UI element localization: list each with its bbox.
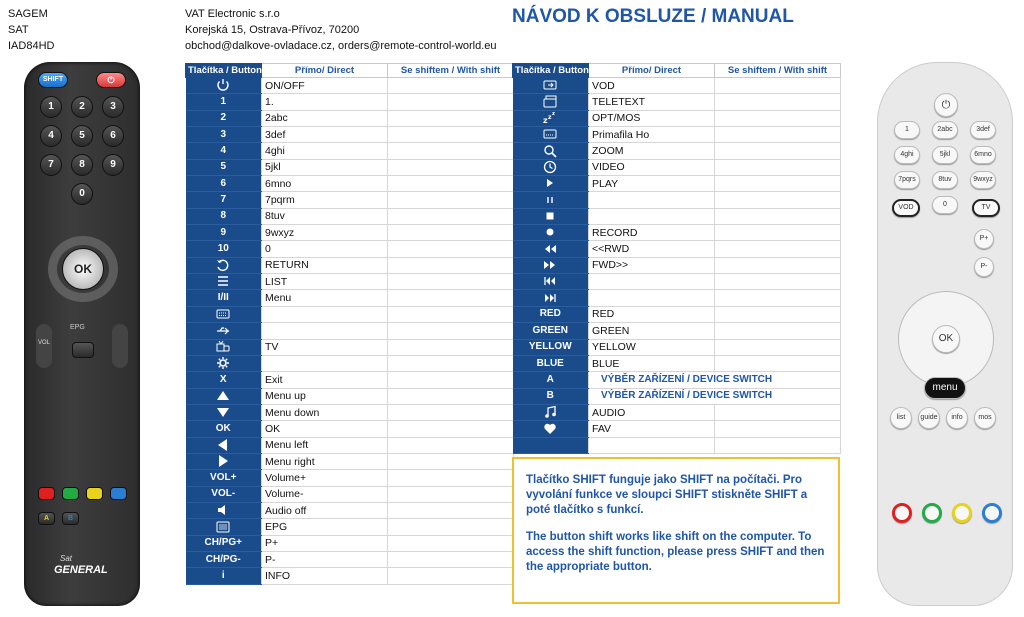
table-row [186,404,514,420]
table-row [513,94,841,110]
col-button: Tlačítka / Button [513,64,589,78]
tv-radio-icon [186,339,262,355]
button-label: 7 [186,192,262,208]
shift-function [388,486,514,502]
shift-function [388,208,514,224]
direct-function: 3def [262,127,388,143]
button-label: X [186,372,262,388]
table-row [513,192,841,208]
table-row [186,290,514,306]
button-label: RED [513,306,589,322]
button-label: 9 [186,225,262,241]
digit-8-button[interactable]: 9wxyz [970,171,996,189]
table-row [186,568,514,584]
shift-function [715,274,841,290]
shift-function [715,94,841,110]
button-label: 4 [186,143,262,159]
button-label: OK [186,421,262,437]
digit-7-button[interactable]: 8tuv [932,171,958,189]
direct-function: FWD>> [589,257,715,273]
digit-8-button[interactable]: 8 [71,154,93,176]
shift-function [715,339,841,355]
ok-button[interactable]: OK [62,248,104,290]
play-icon [513,176,589,192]
shift-function [388,241,514,257]
mos-button[interactable]: mos [974,407,996,429]
return-icon [186,257,262,273]
col-direct: Přímo/ Direct [589,64,715,78]
shift-function [715,225,841,241]
shift-function [715,306,841,322]
record-icon [513,225,589,241]
model: IAD84HD [8,40,55,52]
digit-3-button[interactable]: 4ghi [894,146,920,164]
forward-icon [513,257,589,273]
pminus-button[interactable]: P- [974,257,994,277]
direct-function [589,290,715,306]
button-label: CH/PG- [186,551,262,567]
company: VAT Electronic s.r.o [185,8,280,20]
digit-4-button[interactable]: 4 [40,125,62,147]
dpad-ring[interactable] [48,236,118,302]
direct-function: Volume+ [262,470,388,486]
digit-1-button[interactable]: 1 [40,96,62,118]
teletext-icon [513,94,589,110]
button-label: i [186,568,262,584]
direct-function [589,274,715,290]
digit-9-button[interactable]: 9 [102,154,124,176]
list-icon [186,274,262,290]
shift-function [388,159,514,175]
direct-function: P+ [262,535,388,551]
green-button[interactable] [922,503,942,523]
digit-2-button[interactable]: 3def [970,121,996,139]
direct-function: RECORD [589,225,715,241]
red-button[interactable] [892,503,912,523]
direct-function [262,355,388,371]
direct-function: TELETEXT [589,94,715,110]
shift-function [388,421,514,437]
shift-button[interactable]: SHIFT [38,72,68,88]
table-row [513,437,841,453]
shift-function [715,159,841,175]
logo-sub: Sat [60,554,73,563]
direct-function: <<RWD [589,241,715,257]
direct-function: 2abc [262,110,388,126]
b-button[interactable]: B [62,512,79,525]
direct-function: VOD [589,78,715,94]
direct-function: YELLOW [589,339,715,355]
info-button[interactable]: info [946,407,968,429]
direct-function: Menu down [262,404,388,420]
pause-icon [513,192,589,208]
direct-function: Audio off [262,502,388,518]
digit-7-button[interactable]: 7 [40,154,62,176]
button-label: 1 [186,94,262,110]
col-direct: Přímo/ Direct [262,64,388,78]
table-row [186,421,514,437]
svg-text:z: z [552,111,556,118]
shift-function [388,306,514,322]
direct-function: PLAY [589,176,715,192]
table-row [186,78,514,94]
direct-function: VÝBĚR ZAŘÍZENÍ / DEVICE SWITCH [589,388,841,404]
shift-function [715,404,841,420]
table-row [186,127,514,143]
table-row [513,257,841,273]
table-row [513,208,841,224]
table-row [513,323,841,339]
shift-function [715,192,841,208]
button-label: B [513,388,589,404]
left-icon [186,437,262,453]
usb-icon [186,323,262,339]
shift-function [388,143,514,159]
direct-function: Menu left [262,437,388,453]
blue-button[interactable] [982,503,1002,523]
down-icon [186,404,262,420]
table-row [186,176,514,192]
table-row [186,355,514,371]
brand: SAGEM [8,8,48,20]
direct-function: ON/OFF [262,78,388,94]
table-row [186,241,514,257]
table-row [513,274,841,290]
shift-function [715,110,841,126]
table-row [186,453,514,469]
table-row [186,110,514,126]
shift-function [715,78,841,94]
direct-function: LIST [262,274,388,290]
table-row [186,339,514,355]
gear-icon [186,355,262,371]
direct-function: Volume- [262,486,388,502]
shift-function [715,208,841,224]
button-label: CH/PG+ [186,535,262,551]
address: Korejská 15, Ostrava-Přívoz, 70200 [185,24,360,36]
shift-function [388,290,514,306]
direct-function: EPG [262,519,388,535]
digit-5-button[interactable]: 5 [71,125,93,147]
shift-function [388,453,514,469]
table-row [186,437,514,453]
direct-function: 0 [262,241,388,257]
direct-function: GREEN [589,323,715,339]
table-row [513,339,841,355]
table-row [513,388,841,404]
zoom-icon [513,143,589,159]
shift-function [715,127,841,143]
button-table-right [512,63,841,454]
shift-function [715,437,841,453]
shift-function [388,388,514,404]
shift-function [388,323,514,339]
green-button[interactable] [62,487,79,500]
direct-function: Menu right [262,453,388,469]
col-button: Tlačítka / Button [186,64,262,78]
table-row [513,421,841,437]
digit-2-button[interactable]: 2 [71,96,93,118]
digit-0-button[interactable]: 0 [71,183,93,205]
list-button[interactable]: list [890,407,912,429]
direct-function: VÝBĚR ZAŘÍZENÍ / DEVICE SWITCH [589,372,841,388]
table-row [186,470,514,486]
direct-function: BLUE [589,355,715,371]
direct-function: OK [262,421,388,437]
direct-function: 7pqrm [262,192,388,208]
direct-function: 9wxyz [262,225,388,241]
vod-button[interactable]: VOD [892,199,920,217]
table-row [186,94,514,110]
direct-function: 1. [262,94,388,110]
direct-function: FAV [589,421,715,437]
yellow-button[interactable] [952,503,972,523]
table-row [513,176,841,192]
note-en: The button shift works like shift on the computer. To access the shift function, please press SHIFT and then the appropriate button. [526,531,825,573]
table-row [186,159,514,175]
shift-function [388,274,514,290]
shift-function [388,437,514,453]
ok-button[interactable]: OK [932,325,960,353]
shift-function [388,127,514,143]
table-row [186,323,514,339]
table-row [513,110,841,126]
shift-function [388,339,514,355]
table-row [513,241,841,257]
direct-function: 6mno [262,176,388,192]
remote-right [877,62,1013,606]
direct-function: RETURN [262,257,388,273]
table-row [513,127,841,143]
digit-9-button[interactable]: 0 [932,196,958,214]
table-row [513,306,841,322]
table-row [513,290,841,306]
subtitle-icon [513,127,589,143]
table-row [186,208,514,224]
shift-function [388,502,514,518]
epg-icon [186,519,262,535]
direct-function [262,323,388,339]
direct-function: AUDIO [589,404,715,420]
table-row [186,225,514,241]
direct-function: RED [589,306,715,322]
shift-function [388,372,514,388]
direct-function: OPT/MOS [589,110,715,126]
button-label: GREEN [513,323,589,339]
direct-function: P- [262,551,388,567]
shift-function [715,421,841,437]
shift-function [388,551,514,567]
power-button[interactable]: ⏻ [934,93,958,117]
svg-text:z: z [543,116,548,126]
sleep-icon [513,110,589,126]
button-label: YELLOW [513,339,589,355]
vol-rocker[interactable]: VOL [36,324,52,368]
button-label: 5 [186,159,262,175]
shift-function [715,143,841,159]
direct-function: 4ghi [262,143,388,159]
shift-function [388,176,514,192]
direct-function: Menu [262,290,388,306]
table-row [186,192,514,208]
a-button[interactable]: A [38,512,55,525]
note-cz: Tlačítko SHIFT funguje jako SHIFT na počítači. Pro vyvolání funkce ve sloupci SHIFT stiskněte SHIFT a poté tlačítko s funkcí. [526,474,808,516]
col-shift: Se shiftem / With shift [388,64,514,78]
table-row [186,535,514,551]
svg-text:z: z [548,114,552,122]
button-label: 3 [186,127,262,143]
table-row [513,372,841,388]
shift-function [388,192,514,208]
shift-function [388,110,514,126]
table-row [186,143,514,159]
button-label [513,437,589,453]
table-row [513,143,841,159]
direct-function [589,208,715,224]
direct-function [589,192,715,208]
shift-note [512,457,840,604]
pplus-button[interactable]: P+ [974,229,994,249]
shift-function [388,470,514,486]
rewind-icon [513,241,589,257]
digit-6-button[interactable]: 7pqrs [894,171,920,189]
button-label: BLUE [513,355,589,371]
direct-function: Exit [262,372,388,388]
table-row [513,404,841,420]
tv-button[interactable]: TV [972,199,1000,217]
yellow-button[interactable] [86,487,103,500]
heart-icon [513,421,589,437]
shift-function [388,535,514,551]
clock-icon [513,159,589,175]
direct-function: INFO [262,568,388,584]
blue-button[interactable] [110,487,127,500]
shift-function [715,290,841,306]
button-table-left [185,63,514,585]
logo: GENERAL [54,564,108,576]
shift-function [715,241,841,257]
button-label: 2 [186,110,262,126]
button-label: VOL- [186,486,262,502]
col-shift: Se shiftem / With shift [715,64,841,78]
emails: obchod@dalkove-ovladace.cz, orders@remote-control-world.eu [185,40,497,52]
prev-icon [513,274,589,290]
shift-function [388,78,514,94]
power-button[interactable]: ⏻ [96,72,126,88]
shift-function [715,323,841,339]
table-row [186,519,514,535]
guide-button[interactable]: guide [918,407,940,429]
page-title: NÁVOD K OBSLUZE / MANUAL [512,6,794,27]
table-row [186,486,514,502]
next-icon [513,290,589,306]
shift-function [388,94,514,110]
stop-icon [513,208,589,224]
table-row [186,257,514,273]
shift-function [388,568,514,584]
table-row [513,78,841,94]
up-icon [186,388,262,404]
ch-rocker[interactable] [112,324,128,368]
table-row [513,225,841,241]
epg-label: EPG [70,324,85,331]
button-label: VOL+ [186,470,262,486]
right-icon [186,453,262,469]
red-button[interactable] [38,487,55,500]
button-label: I/II [186,290,262,306]
shift-function [388,355,514,371]
table-row [513,159,841,175]
shift-function [715,257,841,273]
table-row [186,502,514,518]
shift-function [715,355,841,371]
epg-button[interactable] [72,342,94,358]
direct-function: Menu up [262,388,388,404]
digit-3-button[interactable]: 3 [102,96,124,118]
direct-function [262,306,388,322]
direct-function: TV [262,339,388,355]
table-row [186,551,514,567]
category: SAT [8,24,29,36]
mute-icon [186,502,262,518]
direct-function: 5jkl [262,159,388,175]
direct-function: Primafila Ho [589,127,715,143]
shift-function [715,176,841,192]
table-row [186,388,514,404]
digit-5-button[interactable]: 6mno [970,146,996,164]
direct-function: 8tuv [262,208,388,224]
shift-function [388,404,514,420]
shift-function [388,519,514,535]
power-icon [186,78,262,94]
digit-4-button[interactable]: 5jkl [932,146,958,164]
table-row [186,274,514,290]
button-label: 6 [186,176,262,192]
remote-left [24,62,140,606]
digit-1-button[interactable]: 2abc [932,121,958,139]
table-row [186,372,514,388]
table-row [513,355,841,371]
direct-function: VIDEO [589,159,715,175]
direct-function [589,437,715,453]
music-icon [513,404,589,420]
direct-function: ZOOM [589,143,715,159]
vod-icon [513,78,589,94]
button-label: 10 [186,241,262,257]
shift-function [388,225,514,241]
table-row [186,306,514,322]
shift-function [388,257,514,273]
keyboard-icon [186,306,262,322]
button-label: A [513,372,589,388]
digit-6-button[interactable]: 6 [102,125,124,147]
button-label: 8 [186,208,262,224]
menu-button[interactable]: menu [924,377,966,399]
digit-0-button[interactable]: 1 [894,121,920,139]
